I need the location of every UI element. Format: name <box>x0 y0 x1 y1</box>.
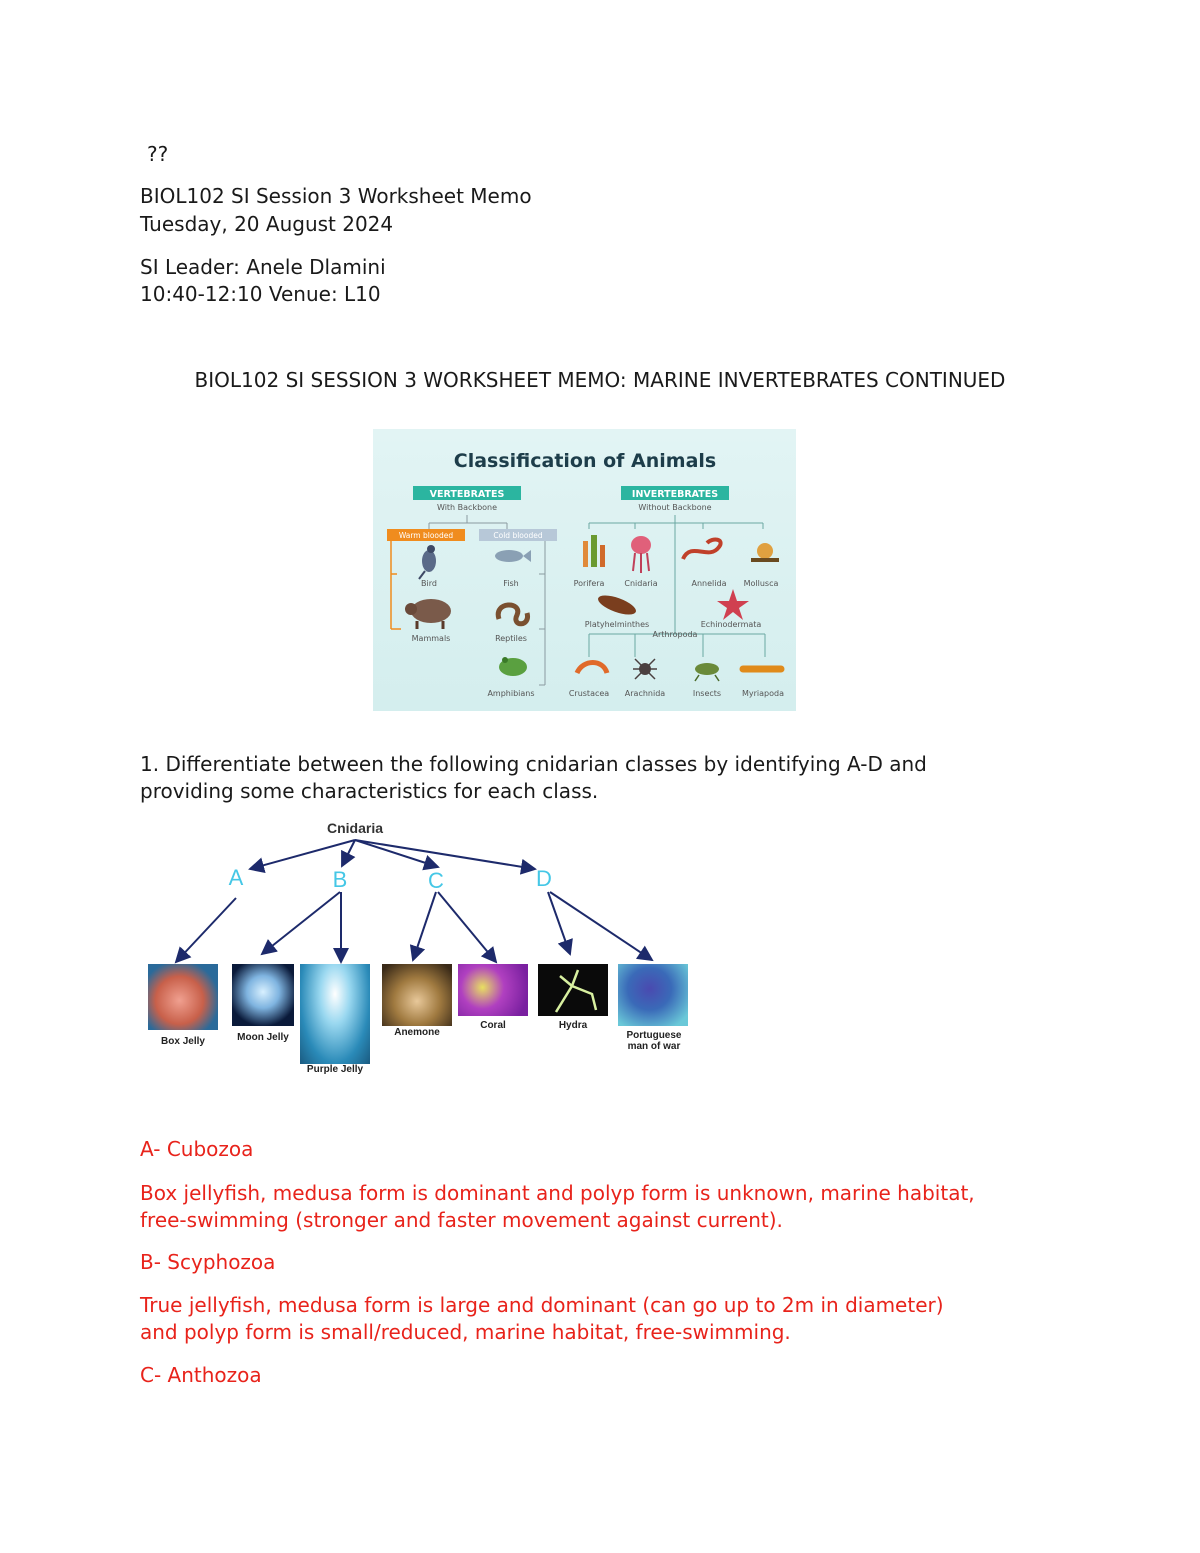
snake-icon <box>498 605 527 624</box>
worm-icon <box>683 540 721 559</box>
label-fish: Fish <box>503 579 519 588</box>
label-mammals: Mammals <box>411 634 451 643</box>
label-echinodermata: Echinodermata <box>700 620 762 629</box>
label-cnidaria: Cnidaria <box>624 579 658 588</box>
frog-icon <box>499 657 527 676</box>
snail-icon <box>751 543 779 560</box>
label-crustacea: Crustacea <box>568 689 610 698</box>
main-heading: BIOL102 SI SESSION 3 WORKSHEET MEMO: MARINE INVERTEBRATES CONTINUED <box>194 368 1006 392</box>
jellyfish-icon <box>631 536 651 573</box>
vertebrates-sub: With Backbone <box>436 503 498 512</box>
moon-jelly-image <box>232 964 294 1026</box>
time-venue: 10:40-12:10 Venue: L10 <box>140 282 381 306</box>
label-platyhelminthes: Platyhelminthes <box>584 620 650 629</box>
invertebrates-sub: Without Backbone <box>638 503 712 512</box>
boar-icon <box>405 599 451 629</box>
letter-a: A <box>228 865 244 890</box>
label-reptiles: Reptiles <box>495 634 527 643</box>
insect-icon <box>695 663 719 681</box>
caption-anemone: Anemone <box>394 1027 440 1038</box>
caption-moon-jelly: Moon Jelly <box>237 1032 289 1043</box>
purple-jelly-image <box>300 964 370 1064</box>
starfish-icon <box>717 589 749 620</box>
portuguese-man-of-war-image <box>618 964 688 1026</box>
answer-b-line1: True jellyfish, medusa form is large and dominant (can go up to 2m in diameter) <box>140 1293 944 1317</box>
label-porifera: Porifera <box>573 579 605 588</box>
document-date: Tuesday, 20 August 2024 <box>140 212 394 236</box>
label-mollusca: Mollusca <box>743 579 779 588</box>
answer-a-line2: free-swimming (stronger and faster movement against current). <box>140 1208 783 1232</box>
fish-icon <box>495 550 531 562</box>
caption-hydra: Hydra <box>558 1020 588 1031</box>
bird-icon <box>419 545 436 579</box>
flatworm-icon <box>596 592 638 619</box>
vertebrates-label: VERTEBRATES <box>429 489 505 500</box>
label-arthropoda: Arthropoda <box>652 630 698 639</box>
shrimp-icon <box>577 663 607 674</box>
coral-image <box>458 964 528 1016</box>
cold-blooded-label: Cold blooded <box>493 531 543 540</box>
spider-icon <box>633 659 657 679</box>
caption-portuguese-2: man of war <box>627 1041 681 1052</box>
label-amphibians: Amphibians <box>487 689 535 698</box>
letter-c: C <box>428 868 444 893</box>
caption-box-jelly: Box Jelly <box>161 1036 205 1047</box>
classification-figure <box>373 429 796 711</box>
question1-line1: 1. Differentiate between the following cnidarian classes by identifying A-D and <box>140 752 927 776</box>
answer-a-line1: Box jellyfish, medusa form is dominant and polyp form is unknown, marine habitat, <box>140 1181 975 1205</box>
letter-d: D <box>536 866 552 891</box>
label-myriapoda: Myriapoda <box>741 689 785 698</box>
warm-blooded-label: Warm blooded <box>398 531 454 540</box>
sponge-icon <box>583 535 605 567</box>
si-leader: SI Leader: Anele Dlamini <box>140 255 386 279</box>
question1-line2: providing some characteristics for each class. <box>140 779 599 803</box>
box-jelly-image <box>148 964 218 1030</box>
label-annelida: Annelida <box>691 579 727 588</box>
cnidaria-root-label: Cnidaria <box>326 820 384 836</box>
label-arachnida: Arachnida <box>624 689 666 698</box>
label-insects: Insects <box>692 689 722 698</box>
header-marker: ?? <box>147 142 169 166</box>
answer-b-title: B- Scyphozoa <box>140 1250 276 1274</box>
document-title: BIOL102 SI Session 3 Worksheet Memo <box>140 184 532 208</box>
caption-purple-jelly: Purple Jelly <box>306 1064 364 1075</box>
answer-b-line2: and polyp form is small/reduced, marine habitat, free-swimming. <box>140 1320 791 1344</box>
label-bird: Bird <box>421 579 437 588</box>
answer-c-title: C- Anthozoa <box>140 1363 262 1387</box>
letter-b: B <box>332 867 348 892</box>
caption-coral: Coral <box>480 1020 506 1031</box>
hydra-image <box>538 964 608 1016</box>
caption-portuguese-1: Portuguese <box>626 1030 682 1041</box>
classification-title: Classification of Animals <box>453 450 717 472</box>
answer-a-title: A- Cubozoa <box>140 1137 254 1161</box>
anemone-image <box>382 964 452 1026</box>
invertebrates-label: INVERTEBRATES <box>631 489 719 500</box>
cnidaria-figure <box>140 812 700 1082</box>
